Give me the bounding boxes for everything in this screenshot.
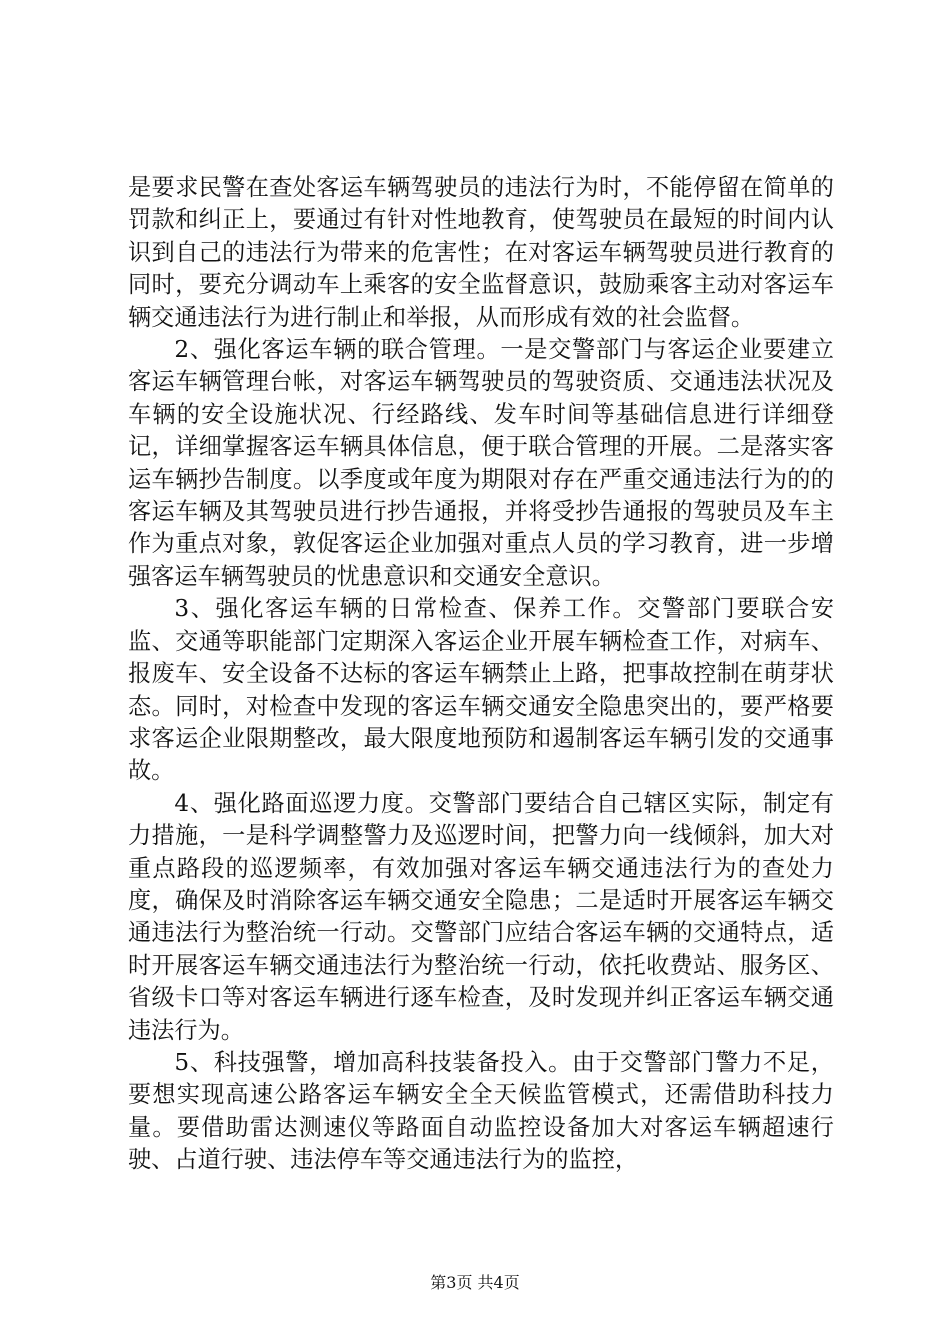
page-number-footer: 第3页 共4页: [430, 1273, 520, 1292]
paragraph-daily-inspection: 3、强化客运车辆的日常检查、保养工作。交警部门要联合安监、交通等职能部门定期深入客运企业开展车辆检查工作，对病车、报废车、安全设备不达标的客运车辆禁止上路，把事故控制在萌芽状态。同时，对检查中发现的客运车辆交通安全隐患突出的，要严格要求客运企业限期整改，最大限度地预防和遏制客运车辆引发的交通事故。: [128, 595, 834, 785]
paragraph-technology: 5、科技强警，增加高科技装备投入。由于交警部门警力不足，要想实现高速公路客运车辆安全全天候监管模式，还需借助科技力量。要借助雷达测速仪等路面自动监控设备加大对客运车辆超速行驶、占道行驶、违法停车等交通违法行为的监控，: [128, 1048, 834, 1174]
document-body: [128, 172, 834, 1177]
paragraph-continuation: 是要求民警在查处客运车辆驾驶员的违法行为时，不能停留在简单的罚款和纠正上，要通过有针对性地教育，使驾驶员在最短的时间内认识到自己的违法行为带来的危害性；在对客运车辆驾驶员进行教育的同时，要充分调动车上乘客的安全监督意识，鼓励乘客主动对客运车辆交通违法行为进行制止和举报，从而形成有效的社会监督。: [128, 174, 834, 331]
paragraph-road-patrol: 4、强化路面巡逻力度。交警部门要结合自己辖区实际，制定有力措施，一是科学调整警力及巡逻时间，把警力向一线倾斜，加大对重点路段的巡逻频率，有效加强对客运车辆交通违法行为的查处力度，确保及时消除客运车辆交通安全隐患；二是适时开展客运车辆交通违法行为整治统一行动。交警部门应结合客运车辆的交通特点，适时开展客运车辆交通违法行为整治统一行动，依托收费站、服务区、省级卡口等对客运车辆进行逐车检查，及时发现并纠正客运车辆交通违法行为。: [128, 789, 834, 1044]
paragraph-joint-management: 2、强化客运车辆的联合管理。一是交警部门与客运企业要建立客运车辆管理台帐，对客运车辆驾驶员的驾驶资质、交通违法状况及车辆的安全设施状况、行经路线、发车时间等基础信息进行详细登记，详细掌握客运车辆具体信息，便于联合管理的开展。二是落实客运车辆抄告制度。以季度或年度为期限对存在严重交通违法行为的的客运车辆及其驾驶员进行抄告通报，并将受抄告通报的驾驶员及车主作为重点对象，敦促客运企业加强对重点人员的学习教育，进一步增强客运车辆驾驶员的忧患意识和交通安全意识。: [128, 336, 834, 590]
